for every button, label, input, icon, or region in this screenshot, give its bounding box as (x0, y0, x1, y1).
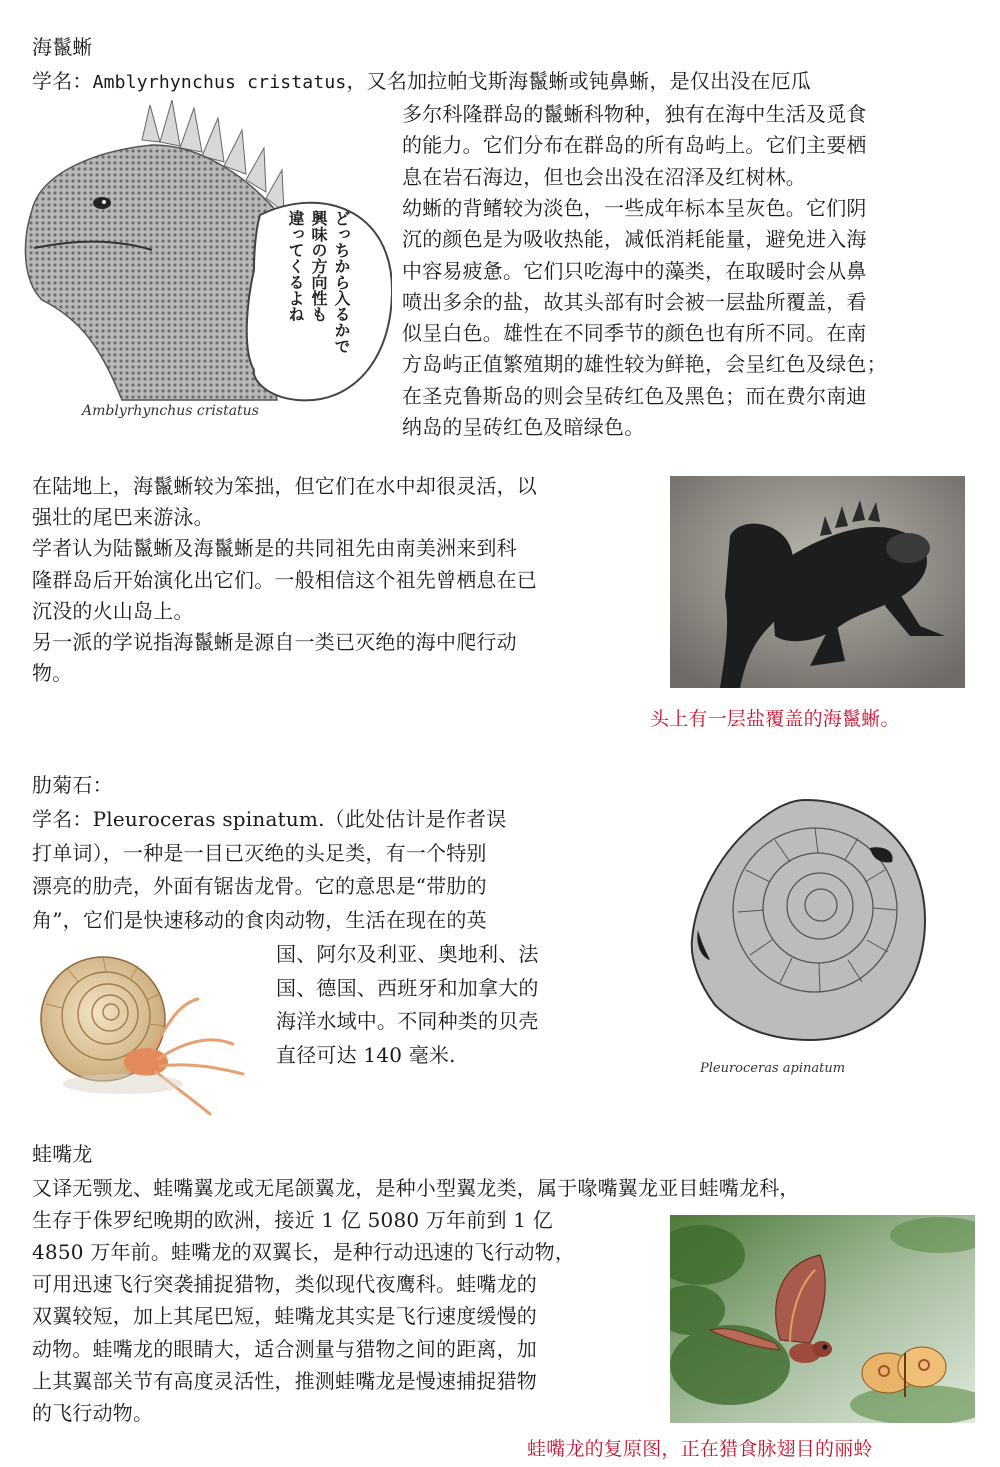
speech-column: 興味の方向性も (309, 210, 328, 322)
text-line: 国、德国、西班牙和加拿大的 (276, 975, 539, 1000)
text-line: 生存于侏罗纪晚期的欧洲，接近 1 亿 5080 万年前到 1 亿 (32, 1208, 553, 1233)
text-line: 学名：Pleuroceras spinatum.（此处估计是作者误 (32, 807, 507, 831)
text-line: 4850 万年前。蛙嘴龙的双翼长，是种行动迅速的飞行动物， (32, 1240, 576, 1265)
text-line: 双翼较短，加上其尾巴短，蛙嘴龙其实是飞行速度缓慢的 (32, 1304, 537, 1329)
sci-label: 学名： (32, 69, 93, 93)
anurognathus-title: 蛙嘴龙 (32, 1142, 93, 1166)
ammonite-reconstruction-image (28, 944, 253, 1119)
text-line: 纳岛的呈砖红色及暗绿色。 (402, 415, 645, 439)
iguana-photo-caption: 头上有一层盐覆盖的海鬣蜥。 (650, 708, 900, 730)
text-line: 海洋水域中。不同种类的贝壳 (276, 1009, 539, 1034)
iguana-sketch-caption: Amblyrhynchus cristatus (82, 403, 259, 419)
text-line: 学者认为陆鬣蜥及海鬣蜥是的共同祖先由南美洲来到科 (32, 536, 517, 561)
marine-iguana-photo (670, 476, 965, 688)
text-line: 打单词），一种是一目已灭绝的头足类，有一个特别 (32, 840, 487, 865)
ammonite-drawing-caption: Pleuroceras apinatum (700, 1061, 846, 1076)
text-line: 又译无颚龙、蛙嘴翼龙或无尾颌翼龙，是种小型翼龙类，属于喙嘴翼龙亚目蛙嘴龙科， (32, 1176, 800, 1200)
text-line: 动物。蛙嘴龙的眼睛大，适合测量与猎物之间的距离，加 (32, 1336, 537, 1361)
text-line: 息在岩石海边，但也会出没在沼泽及红树林。 (402, 164, 806, 189)
text-line: 沉没的火山岛上。 (32, 598, 194, 623)
text-line: 在圣克鲁斯岛的则会呈砖红色及黑色；而在费尔南迪 (402, 383, 867, 408)
text-line: 幼蜥的背鳍较为淡色，一些成年标本呈灰色。它们阴 (402, 195, 867, 220)
ammonite-title: 肋菊石： (32, 773, 113, 797)
anurognathus-forest-icon (670, 1215, 975, 1423)
text-line: 在陆地上，海鬣蜥较为笨拙，但它们在水中却很灵活，以 (32, 474, 537, 498)
text-line: 另一派的学说指海鬣蜥是源自一类已灭绝的海中爬行动 (32, 630, 517, 654)
iguana-latin-name: Amblyrhynchus cristatus (92, 72, 347, 93)
speech-column: どっちから入るかで (332, 210, 351, 354)
text-line: 角”，它们是快速移动的食肉动物，生活在现在的英 (32, 908, 487, 933)
text-line: 的飞行动物。 (32, 1400, 154, 1425)
anurognathus-reconstruction-photo (670, 1215, 975, 1423)
ammonite-living-icon (28, 944, 253, 1119)
iguana-scientific-name-line (32, 66, 811, 98)
text-line: 喷出多余的盐，故其头部有时会被一层盐所覆盖，看 (402, 289, 867, 314)
text-line: 国、阿尔及利亚、奥地利、法 (276, 942, 539, 966)
marine-iguana-icon (670, 476, 965, 688)
text-line: 似呈白色。雄性在不同季节的颜色也有所不同。在南 (402, 321, 867, 346)
text-line: 漂亮的肋壳，外面有锯齿龙骨。它的意思是“带肋的 (32, 874, 487, 899)
text-line: 的能力。它们分布在群岛的所有岛屿上。它们主要栖 (402, 133, 867, 158)
speech-column: 違ってくるよね (286, 210, 305, 322)
ammonite-fossil-icon (680, 790, 930, 1050)
anurognathus-photo-caption: 蛙嘴龙的复原图，正在猎食脉翅目的丽蛉 (527, 1438, 873, 1460)
text-line: 上其翼部关节有高度灵活性，推测蛙嘴龙是慢速捕捉猎物 (32, 1368, 537, 1393)
text-line: 方岛屿正值繁殖期的雄性较为鲜艳，会呈红色及绿色； (402, 352, 887, 377)
text-line: 隆群岛后开始演化出它们。一般相信这个祖先曾栖息在已 (32, 567, 537, 592)
text-line: 多尔科隆群岛的鬣蜥科物种，独有在海中生活及觅食 (402, 102, 867, 126)
ammonite-fossil-drawing (680, 790, 930, 1050)
text-line: 可用迅速飞行突袭捕捉猎物，类似现代夜鹰科。蛙嘴龙的 (32, 1272, 537, 1297)
iguana-title: 海鬣蜥 (32, 35, 93, 59)
text-line: 强壮的尾巴来游泳。 (32, 505, 214, 530)
text-line: 沉的颜色是为吸收热能，减低消耗能量，避免进入海 (402, 227, 867, 252)
text-line: 物。 (32, 661, 73, 686)
iguana-intro-rest: ，又名加拉帕戈斯海鬣蜥或钝鼻蜥，是仅出没在厄瓜 (346, 69, 812, 93)
text-line: 中容易疲惫。它们只吃海中的藻类，在取暖时会从鼻 (402, 258, 867, 283)
text-line: 直径可达 140 毫米. (276, 1043, 456, 1068)
